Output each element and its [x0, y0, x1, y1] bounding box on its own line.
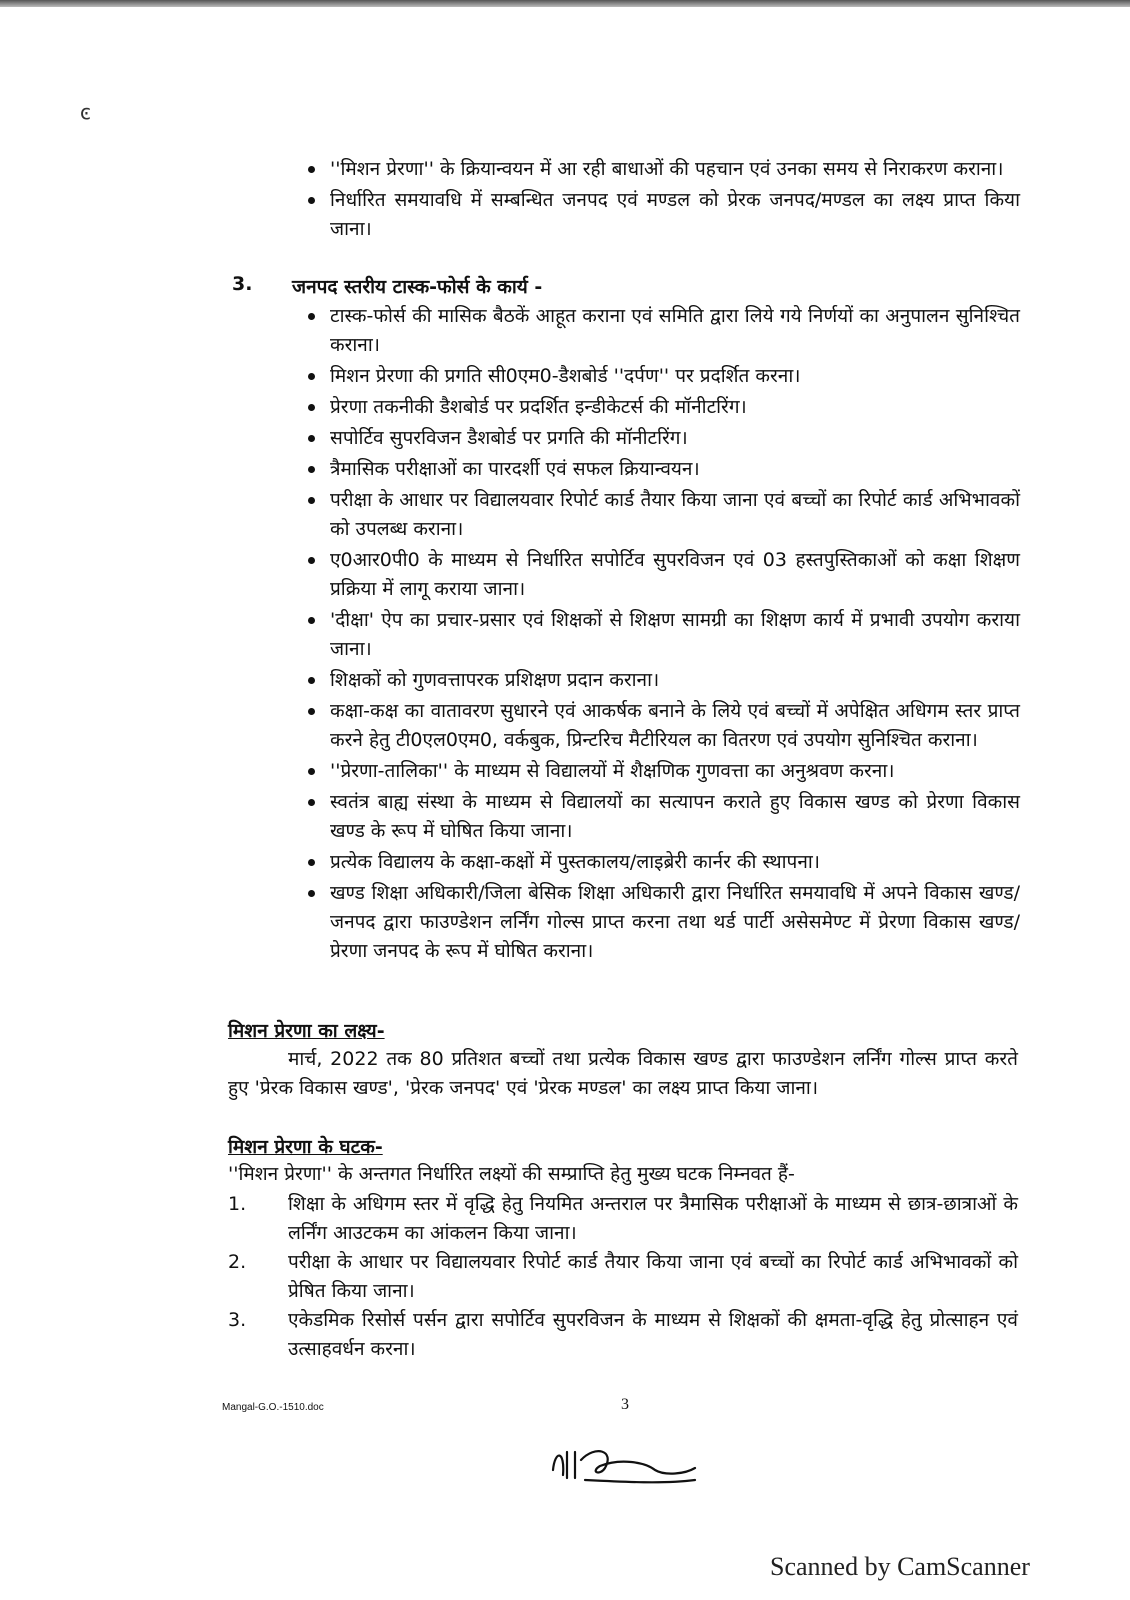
list-item-text: ''प्रेरणा-तालिका'' के माध्यम से विद्यालयों में शैक्षणिक गुणवत्ता का अनुश्रवण करना।	[330, 760, 895, 782]
bullet-icon	[308, 617, 315, 624]
bullet-icon	[308, 497, 315, 504]
list-item	[330, 697, 1020, 755]
list-item	[228, 1306, 1018, 1364]
list-item	[330, 155, 1020, 184]
item-number: 3.	[228, 1309, 247, 1331]
goal-heading: मिशन प्रेरणा का लक्ष्य-	[228, 1020, 385, 1042]
scanner-watermark: Scanned by CamScanner	[770, 1552, 1030, 1581]
signature-mark	[545, 1440, 705, 1490]
bullet-icon	[308, 708, 315, 715]
item-number: 1.	[228, 1193, 247, 1215]
list-item-text: खण्ड शिक्षा अधिकारी/जिला बेसिक शिक्षा अधिकारी द्वारा निर्धारित समयावधि में अपने विकास खण्ड/जनपद द्वारा फाउण्डेशन लर्निंग गोल्स प्राप्त करना तथा थर्ड पार्टी असेसमेण्ट में प्रेरणा विकास खण्ड/प्रेरणा जनपद के रूप में घोषित कराना।	[330, 882, 1020, 962]
list-item	[330, 788, 1020, 846]
footer-filename: Mangal-G.O.-1510.doc	[222, 1402, 324, 1413]
list-item-text: 'दीक्षा' ऐप का प्रचार-प्रसार एवं शिक्षकों से शिक्षण सामग्री का शिक्षण कार्य में प्रभावी उपयोग कराया जाना।	[330, 609, 1020, 660]
list-item	[330, 757, 1020, 786]
list-item-text: शिक्षकों को गुणवत्तापरक प्रशिक्षण प्रदान कराना।	[330, 669, 660, 691]
item-text: एकेडमिक रिसोर्स पर्सन द्वारा सपोर्टिव सुपरविजन के माध्यम से शिक्षकों की क्षमता-वृद्धि हेतु प्रोत्साहन एवं उत्साहवर्धन करना।	[288, 1309, 1018, 1360]
item-number: 2.	[228, 1251, 247, 1273]
list-item	[330, 302, 1020, 360]
list-item-text: सपोर्टिव सुपरविजन डैशबोर्ड पर प्रगति की मॉनीटरिंग।	[330, 427, 688, 449]
goal-text: मार्च, 2022 तक 80 प्रतिशत बच्चों तथा प्रत्येक विकास खण्ड द्वारा फाउण्डेशन लर्निंग गोल्स प्राप्त करते हुए 'प्रेरक विकास खण्ड', 'प्रेरक जनपद' एवं 'प्रेरक मण्डल' का लक्ष्य प्राप्त किया जाना।	[228, 1048, 1018, 1099]
list-item	[330, 486, 1020, 544]
components-intro: ''मिशन प्रेरणा'' के अन्तगत निर्धारित लक्ष्यों की सम्प्राप्ति हेतु मुख्य घटक निम्नवत हैं-	[228, 1163, 795, 1185]
list-item	[330, 848, 1020, 877]
bullet-icon	[308, 404, 315, 411]
list-item-text: स्वतंत्र बाह्य संस्था के माध्यम से विद्यालयों का सत्यापन कराते हुए विकास खण्ड को प्रेरणा विकास खण्ड के रूप में घोषित किया जाना।	[330, 791, 1020, 842]
list-item-text: ए0आर0पी0 के माध्यम से निर्धारित सपोर्टिव सुपरविजन एवं 03 हस्तपुस्तिकाओं को कक्षा शिक्षण प्रक्रिया में लागू कराया जाना।	[330, 549, 1020, 600]
page-number: 3	[621, 1396, 629, 1413]
list-item	[330, 879, 1020, 966]
scan-mark: ͼ	[80, 100, 91, 124]
bullet-icon	[308, 799, 315, 806]
components-heading: मिशन प्रेरणा के घटक-	[228, 1136, 383, 1158]
list-item	[330, 666, 1020, 695]
bullet-icon	[308, 768, 315, 775]
bullet-icon	[308, 313, 315, 320]
bullet-icon	[308, 859, 315, 866]
list-item-text: प्रत्येक विद्यालय के कक्षा-कक्षों में पुस्तकालय/लाइब्रेरी कार्नर की स्थापना।	[330, 851, 820, 873]
bullet-icon	[308, 466, 315, 473]
list-item	[330, 546, 1020, 604]
list-item-text: परीक्षा के आधार पर विद्यालयवार रिपोर्ट कार्ड तैयार किया जाना एवं बच्चों का रिपोर्ट कार्ड अभिभावकों को उपलब्ध कराना।	[330, 489, 1020, 540]
list-item-text: टास्क-फोर्स की मासिक बैठकें आहूत कराना एवं समिति द्वारा लिये गये निर्णयों का अनुपालन सुनिश्चित कराना।	[330, 305, 1020, 356]
list-item	[330, 424, 1020, 453]
list-item-text: त्रैमासिक परीक्षाओं का पारदर्शी एवं सफल क्रियान्वयन।	[330, 458, 700, 480]
list-item	[330, 393, 1020, 422]
list-item-text: कक्षा-कक्ष का वातावरण सुधारने एवं आकर्षक बनाने के लिये एवं बच्चों में अपेक्षित अधिगम स्तर प्राप्त करने हेतु टी0एल0एम0, वर्कबुक, प्रिन्टरिच मैटीरियल का वितरण एवं उपयोग सुनिश्चित कराना।	[330, 700, 1020, 751]
bullet-icon	[308, 890, 315, 897]
bullet-icon	[308, 197, 315, 204]
list-item-text: ''मिशन प्रेरणा'' के क्रियान्वयन में आ रही बाधाओं की पहचान एवं उनका समय से निराकरण कराना।	[330, 158, 1004, 180]
section-number: 3.	[232, 273, 253, 295]
bullet-icon	[308, 373, 315, 380]
bullet-icon	[308, 557, 315, 564]
list-item	[228, 1190, 1018, 1248]
list-item	[228, 1248, 1018, 1306]
list-item	[330, 606, 1020, 664]
list-item-text: प्रेरणा तकनीकी डैशबोर्ड पर प्रदर्शित इन्डीकेटर्स की मॉनीटरिंग।	[330, 396, 747, 418]
list-item	[330, 186, 1020, 244]
components-list	[228, 1190, 1018, 1364]
item-text: परीक्षा के आधार पर विद्यालयवार रिपोर्ट कार्ड तैयार किया जाना एवं बच्चों का रिपोर्ट कार्ड अभिभावकों को प्रेषित किया जाना।	[288, 1251, 1018, 1302]
list-item	[330, 362, 1020, 391]
item-text: शिक्षा के अधिगम स्तर में वृद्धि हेतु नियमित अन्तराल पर त्रैमासिक परीक्षाओं के माध्यम से छात्र-छात्राओं के लर्निंग आउटकम का आंकलन किया जाना।	[288, 1193, 1018, 1244]
list-item	[330, 455, 1020, 484]
list-item-text: मिशन प्रेरणा की प्रगति सी0एम0-डैशबोर्ड ''दर्पण'' पर प्रदर्शित करना।	[330, 365, 801, 387]
top-bullet-list	[330, 155, 1020, 246]
bullet-icon	[308, 435, 315, 442]
section-3-bullet-list	[330, 302, 1020, 968]
section-title: जनपद स्तरीय टास्क-फोर्स के कार्य -	[292, 276, 543, 298]
list-item-text: निर्धारित समयावधि में सम्बन्धित जनपद एवं मण्डल को प्रेरक जनपद/मण्डल का लक्ष्य प्राप्त किया जाना।	[330, 189, 1020, 240]
bullet-icon	[308, 166, 315, 173]
bullet-icon	[308, 677, 315, 684]
